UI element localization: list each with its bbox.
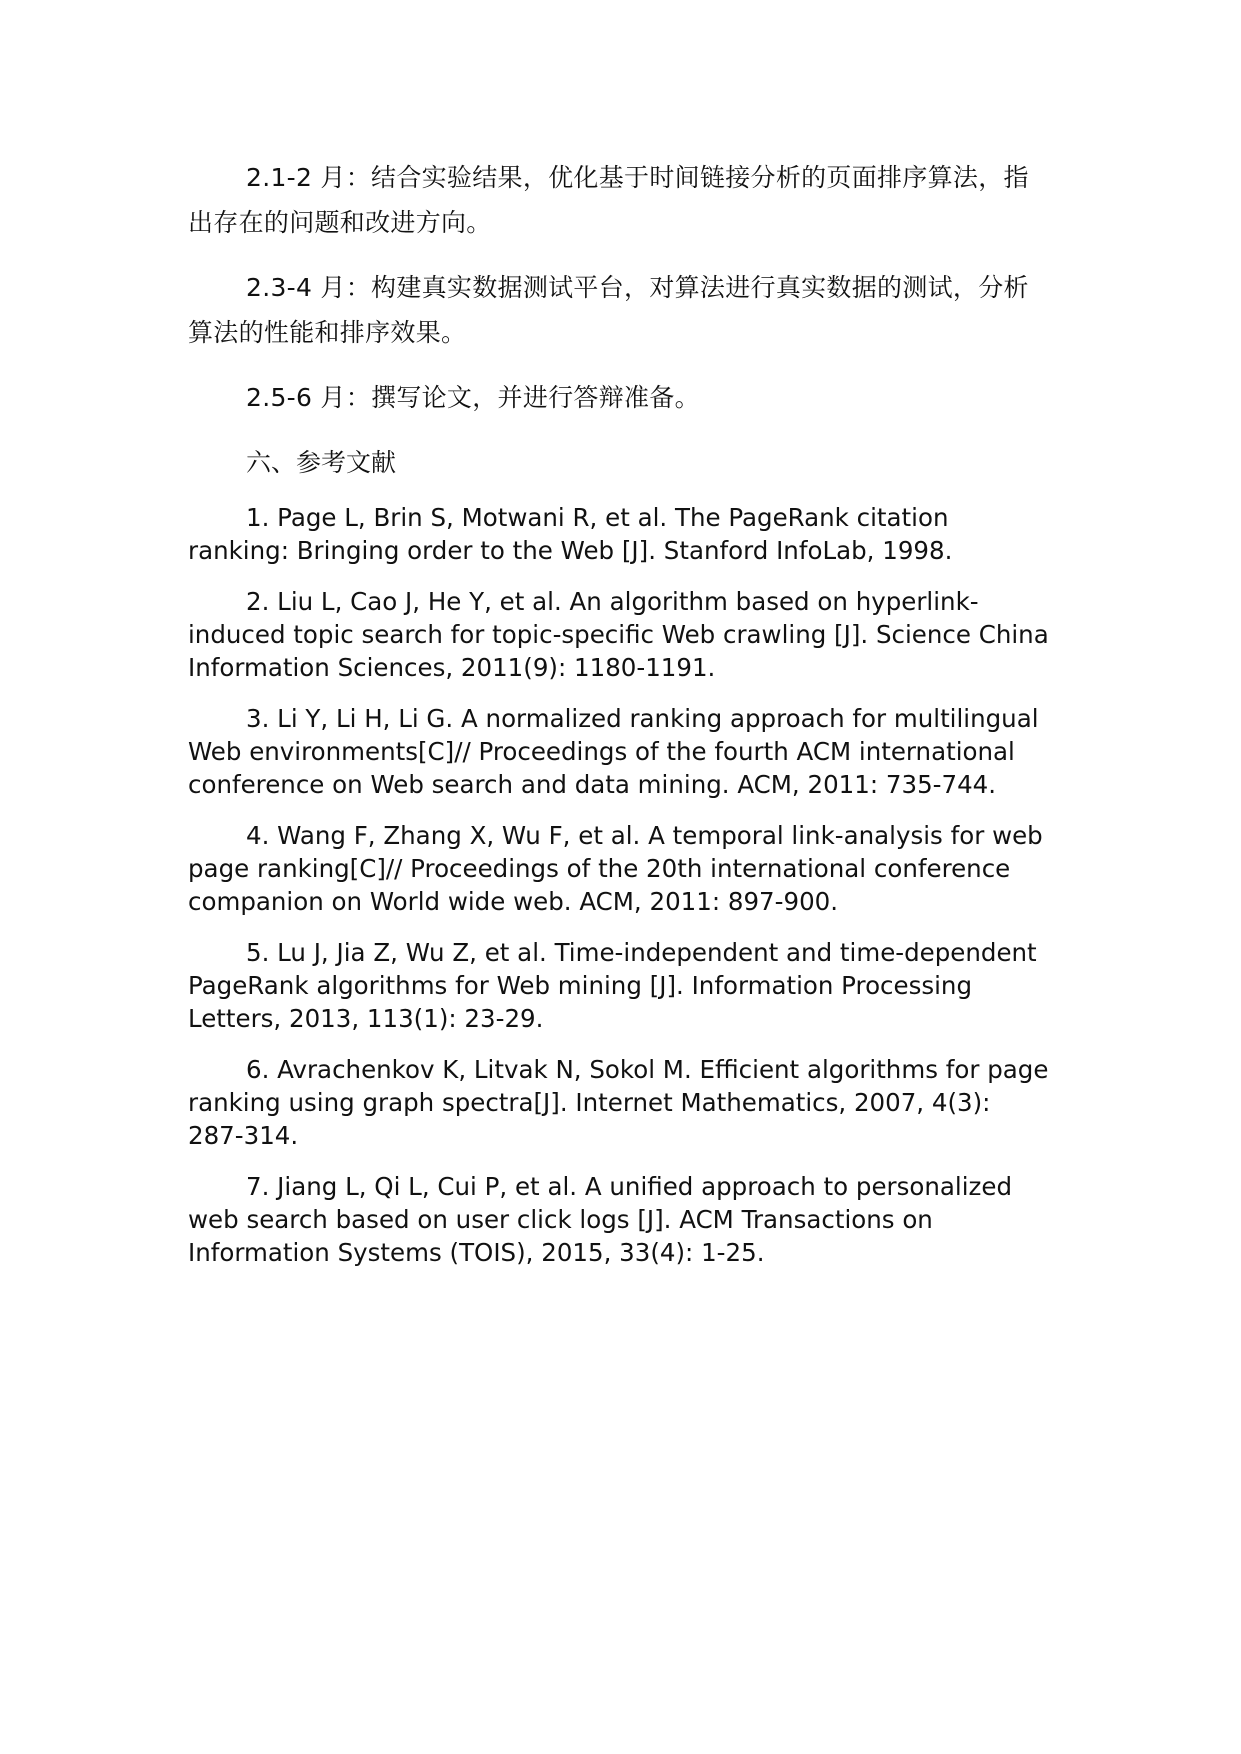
reference-item-5: 5. Lu J, Jia Z, Wu Z, et al. Time-independent and time-dependent PageRank algorithms for Web mining [J]. Information Processing Letters, 2013, 113(1): 23-29. — [188, 938, 1037, 1033]
schedule-item-mar-apr: 2.3-4 月：构建真实数据测试平台，对算法进行真实数据的测试，分析算法的性能和排序效果。 — [188, 273, 1029, 347]
references-heading: 六、参考文献 — [246, 448, 397, 477]
reference-list — [188, 501, 1050, 1269]
schedule-item-may-jun: 2.5-6 月：撰写论文，并进行答辩准备。 — [246, 383, 700, 412]
schedule-item-feb: 2.1-2 月：结合实验结果，优化基于时间链接分析的页面排序算法，指出存在的问题和改进方向。 — [188, 163, 1029, 237]
page-content — [188, 155, 1050, 1287]
reference-item-3: 3. Li Y, Li H, Li G. A normalized ranking approach for multilingual Web environments[C]// Proceedings of the fourth ACM international conference on Web search and data mining. ACM, 2011: 735-744. — [188, 704, 1039, 799]
reference-item-6: 6. Avrachenkov K, Litvak N, Sokol M. Efficient algorithms for page ranking using graph spectra[J]. Internet Mathematics, 2007, 4(3): 287-314. — [188, 1055, 1049, 1150]
reference-item-2: 2. Liu L, Cao J, He Y, et al. An algorithm based on hyperlink-induced topic search for topic-specific Web crawling [J]. Science China Information Sciences, 2011(9): 1180-1191. — [188, 587, 1049, 682]
reference-item-1: 1. Page L, Brin S, Motwani R, et al. The PageRank citation ranking: Bringing order to the Web [J]. Stanford InfoLab, 1998. — [188, 503, 953, 565]
reference-item-4: 4. Wang F, Zhang X, Wu F, et al. A temporal link-analysis for web page ranking[C]// Proceedings of the 20th international conference companion on World wide web. ACM, 2011: 897-900. — [188, 821, 1043, 916]
reference-item-7: 7. Jiang L, Qi L, Cui P, et al. A unified approach to personalized web search based on user click logs [J]. ACM Transactions on Information Systems (TOIS), 2015, 33(4): 1-25. — [188, 1172, 1013, 1267]
